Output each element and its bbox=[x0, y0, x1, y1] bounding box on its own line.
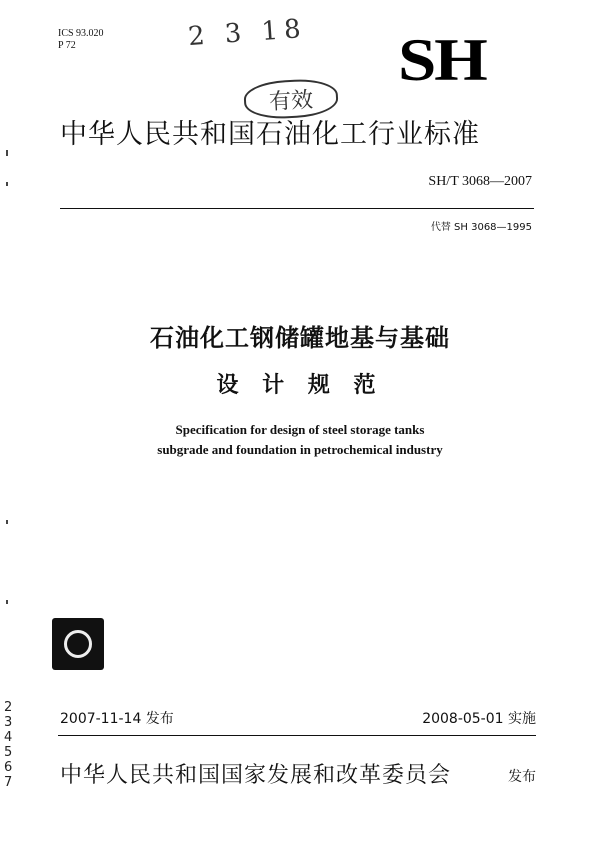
sh-logo: SH bbox=[398, 27, 486, 93]
ics-code-block bbox=[58, 28, 104, 52]
footer-divider bbox=[58, 735, 536, 736]
margin-handwriting: 2 3 4 5 6 7 bbox=[4, 700, 13, 790]
title-en-line-1: Specification for design of steel storage tanks bbox=[175, 422, 425, 437]
document-title-cn: 石油化工钢储罐地基与基础 bbox=[150, 324, 450, 352]
validity-stamp: 有效 bbox=[243, 78, 339, 121]
scan-mark bbox=[6, 150, 8, 156]
document-title-en bbox=[0, 420, 600, 460]
organization-title: 中华人民共和国石油化工行业标准 bbox=[60, 119, 480, 150]
publisher-action: 发布 bbox=[508, 769, 536, 785]
seal-icon bbox=[52, 618, 104, 670]
header-divider bbox=[60, 208, 534, 209]
scan-mark bbox=[6, 600, 8, 604]
title-en-line-2: subgrade and foundation in petrochemical industry bbox=[157, 442, 443, 457]
scan-mark bbox=[6, 520, 8, 524]
issue-date: 2007-11-14 发布 bbox=[60, 711, 174, 727]
classification-code: P 72 bbox=[58, 40, 76, 51]
handwritten-note: 2 3 18 bbox=[187, 13, 308, 53]
replaces-standard: 代替 SH 3068—1995 bbox=[430, 222, 532, 233]
document-subtitle-cn: 设 计 规 范 bbox=[216, 373, 384, 398]
publisher-name: 中华人民共和国国家发展和改革委员会 bbox=[60, 763, 452, 788]
scan-mark bbox=[6, 182, 8, 186]
effective-date: 2008-05-01 实施 bbox=[422, 711, 536, 727]
ics-code: ICS 93.020 bbox=[58, 28, 104, 39]
standard-number: SH/T 3068—2007 bbox=[428, 174, 532, 189]
